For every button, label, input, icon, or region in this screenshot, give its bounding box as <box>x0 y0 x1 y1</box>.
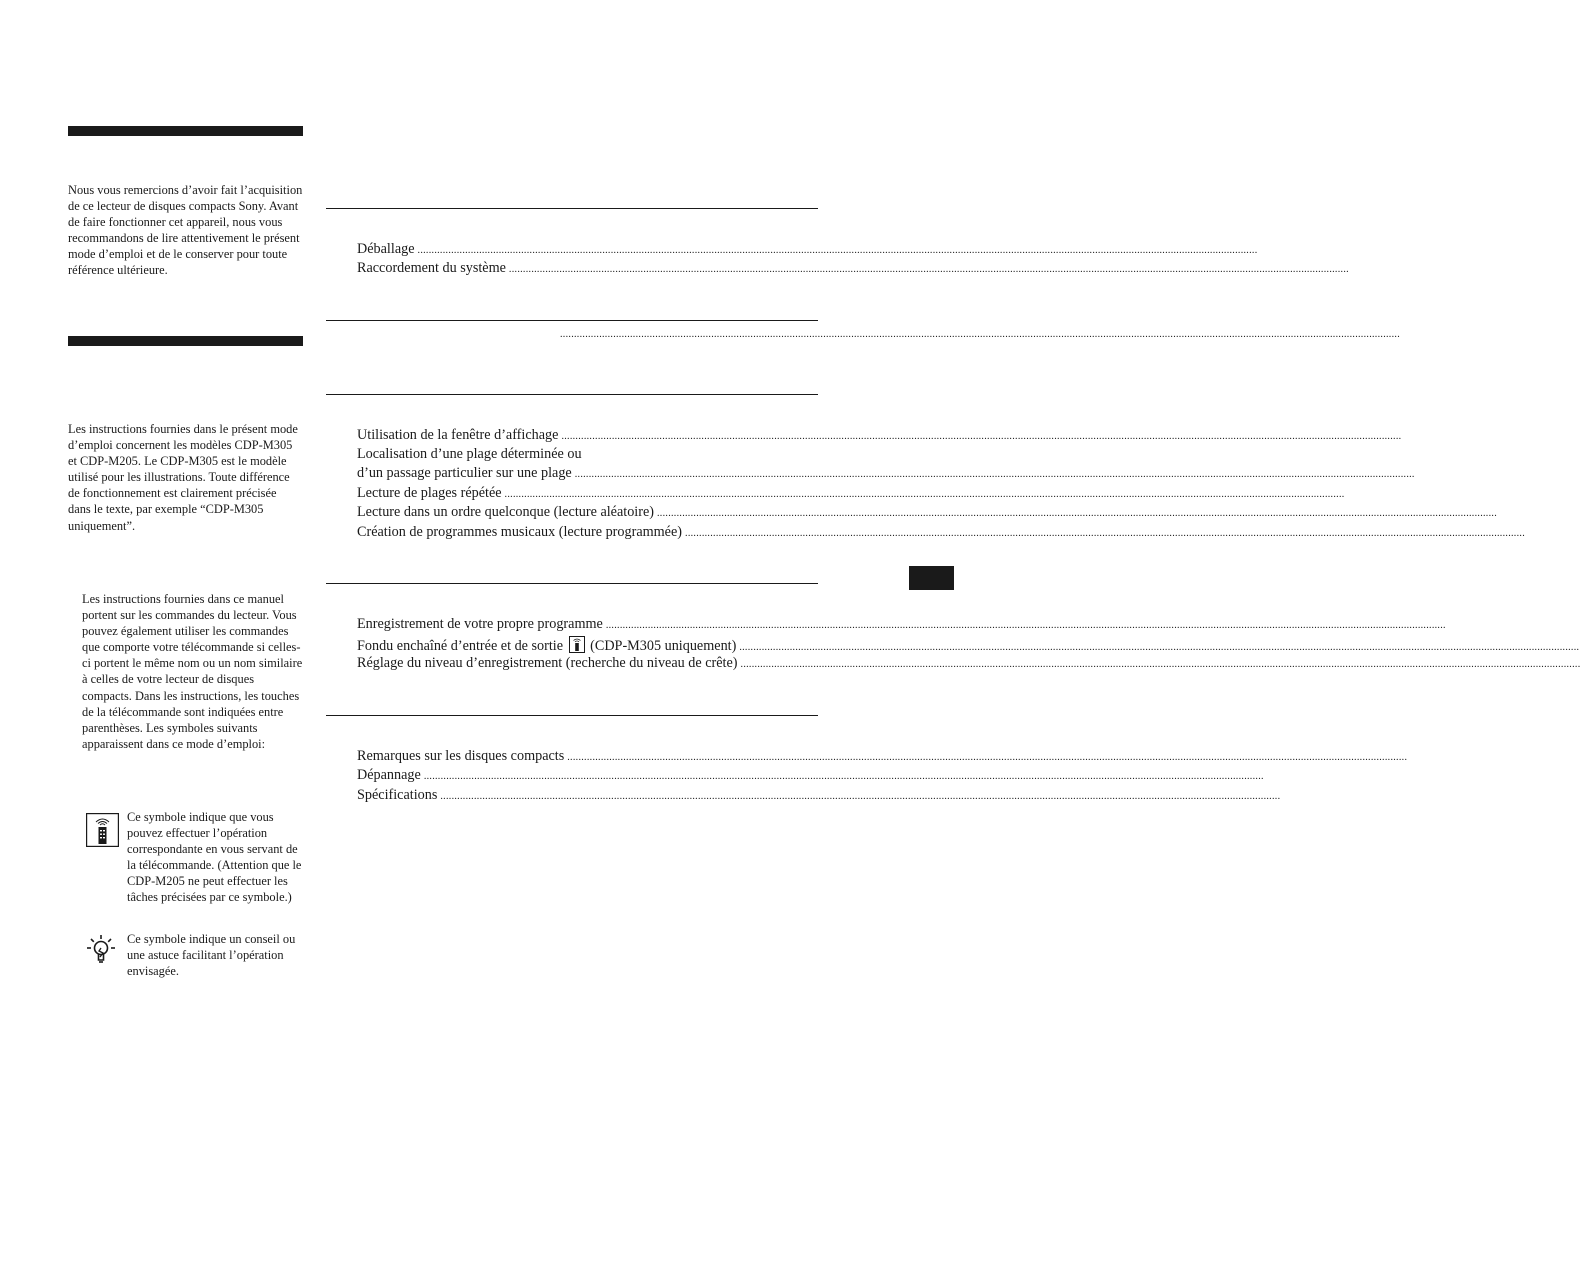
toc-rule-3 <box>326 394 818 395</box>
toc-leader: ............................................................................................................................................................................................................................................................................................................ <box>504 489 1345 500</box>
toc-item-deballage[interactable]: Déballage ............................................................................................................................................................................................................................................................................................................ <box>357 241 1258 257</box>
language-side-tab <box>909 566 954 590</box>
toc-item-raccordement[interactable]: Raccordement du système ............................................................................................................................................................................................................................................................................................................ <box>357 260 1349 276</box>
remote-symbol-description: Ce symbole indique que vous pouvez effectuer l’opération correspondante en vous servant de la télécommande. (Attention que le CDP-M205 ne peut effectuer les tâches précisées par ce symbole.) <box>127 810 302 905</box>
remote-control-icon <box>569 636 585 653</box>
toc-rule-4 <box>326 583 818 584</box>
toc-leader: ............................................................................................................................................................................................................................................................................................................ <box>423 771 1264 782</box>
tip-symbol-description: Ce symbole indique un conseil ou une astuce facilitant l’opération envisagée. <box>127 932 296 979</box>
toc-leader: ............................................................................................................................................................................................................................................................................................................ <box>574 469 1415 480</box>
toc-item-specifications[interactable]: Spécifications ............................................................................................................................................................................................................................................................................................................ <box>357 787 1281 803</box>
toc-rule-5 <box>326 715 818 716</box>
toc-leader: ............................................................................................................................................................................................................................................................................................................ <box>657 508 1497 519</box>
toc-leader: ............................................................................................................................................................................................................................................................................................................ <box>440 791 1281 802</box>
toc-rule-2 <box>326 320 818 321</box>
toc-item-depannage[interactable]: Dépannage ............................................................................................................................................................................................................................................................................................................ <box>357 767 1264 783</box>
toc-rule-1 <box>326 208 818 209</box>
toc-item-enregistrement[interactable]: Enregistrement de votre propre programme ............................................................................................................................................................................................................................................................................................................ <box>357 616 1446 632</box>
lightbulb-tip-icon <box>86 934 116 966</box>
toc-leader: ............................................................................................................................................................................................................................................................................................................ <box>685 528 1526 539</box>
welcome-paragraph: Nous vous remercions d’avoir fait l’acquisition de ce lecteur de disques compacts Sony. Avant de faire fonctionner cet appareil, nous vous recommandons de lire attentivement le présent mode d’emploi et de le conserver pour toute référence ultérieure. <box>68 183 303 278</box>
toc-leader: ............................................................................................................................................................................................................................................................................................................ <box>605 620 1446 631</box>
toc-item-unlabeled[interactable] <box>560 329 1400 349</box>
toc-item-localisation-line1[interactable]: Localisation d’une plage déterminée ou <box>357 446 582 462</box>
toc-leader: ............................................................................................................................................................................................................................................................................................................ <box>560 329 1400 340</box>
toc-item-repetee[interactable]: Lecture de plages répétée ............................................................................................................................................................................................................................................................................................................ <box>357 485 1345 501</box>
models-paragraph: Les instructions fournies dans le présent mode d’emploi concernent les modèles CDP-M305 et CDP-M205. Le CDP-M305 est le modèle utilisé pour les illustrations. Toute différence de fonctionnement est clairement précisée dans le texte, par exemple “CDP-M305 uniquement”. <box>68 422 298 533</box>
toc-item-programmee[interactable]: Création de programmes musicaux (lecture programmée) ............................................................................................................................................................................................................................................................................................................ <box>357 524 1526 540</box>
toc-item-affichage[interactable]: Utilisation de la fenêtre d’affichage ............................................................................................................................................................................................................................................................................................................ <box>357 427 1402 443</box>
toc-leader: ............................................................................................................................................................................................................................................................................................................ <box>567 752 1408 763</box>
conventions-paragraph: Les instructions fournies dans ce manuel portent sur les commandes du lecteur. Vous pouvez également utiliser les commandes que comporte votre télécommande si celles-ci portent le même nom ou un nom similaire à celles de votre lecteur de disques compacts. Dans les instructions, les touches de la télécommande sont indiquées entre parenthèses. Les symboles suivants apparaissent dans ce mode d’emploi: <box>82 592 303 751</box>
toc-leader: ............................................................................................................................................................................................................................................................................................................ <box>417 245 1258 256</box>
toc-item-remarques[interactable]: Remarques sur les disques compacts ............................................................................................................................................................................................................................................................................................................ <box>357 748 1408 764</box>
toc-item-localisation-line2[interactable]: d’un passage particulier sur une plage ............................................................................................................................................................................................................................................................................................................ <box>357 465 1415 481</box>
toc-leader: ............................................................................................................................................................................................................................................................................................................ <box>561 431 1402 442</box>
toc-item-fondu[interactable]: Fondu enchaîné d’entrée et de sortie (CDP-M305 uniquement) ............................................................................................................................................................................................................................................................................................................ <box>357 638 1580 654</box>
toc-item-aleatoire[interactable]: Lecture dans un ordre quelconque (lecture aléatoire) ............................................................................................................................................................................................................................................................................................................ <box>357 504 1497 520</box>
toc-leader: ............................................................................................................................................................................................................................................................................................................ <box>508 264 1349 275</box>
section-bar-about <box>68 336 303 346</box>
toc-item-reglage[interactable]: Réglage du niveau d’enregistrement (recherche du niveau de crête) ............................................................................................................................................................................................................................................................................................................ <box>357 655 1581 671</box>
remote-control-icon <box>86 813 119 847</box>
toc-leader: ............................................................................................................................................................................................................................................................................................................ <box>740 659 1581 670</box>
toc-leader: ............................................................................................................................................................................................................................................................................................................ <box>739 642 1580 653</box>
section-bar-welcome <box>68 126 303 136</box>
